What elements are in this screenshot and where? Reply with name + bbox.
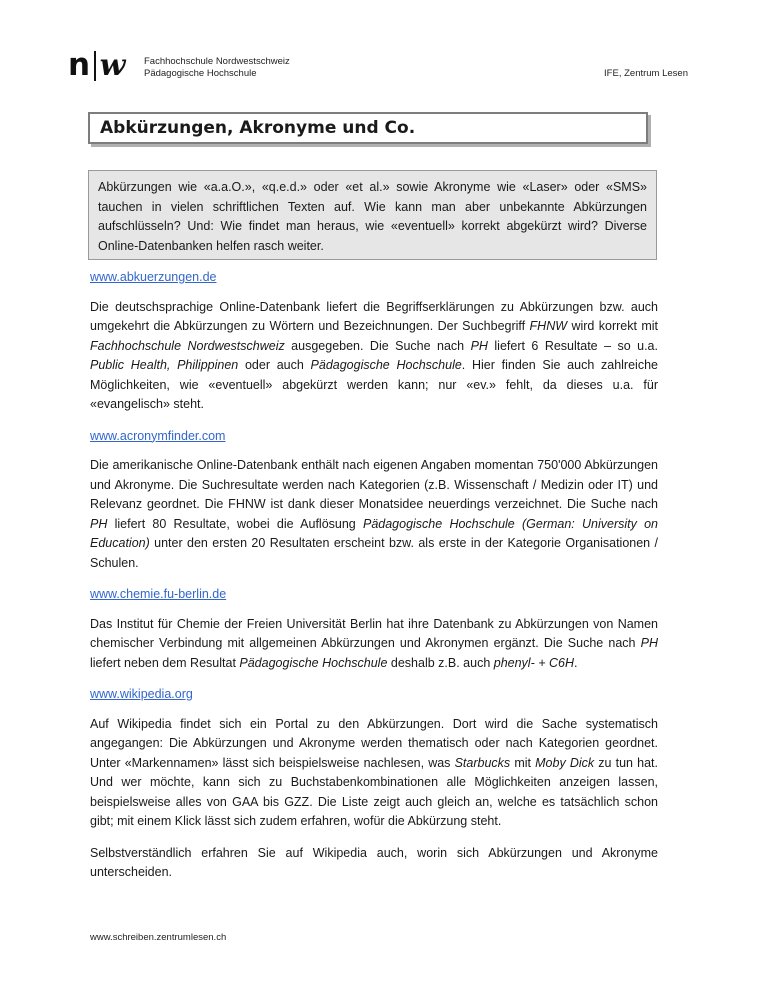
header-right-label: IFE, Zentrum Lesen — [604, 68, 688, 79]
institution-line-1: Fachhochschule Nordwestschweiz — [144, 56, 290, 67]
link-abkuerzungen[interactable]: www.abkuerzungen.de — [90, 270, 217, 284]
section-wikipedia-text: Auf Wikipedia findet sich ein Portal zu den Abkürzungen. Dort wird die Sache systematisch angegangen: Die Abkürzungen und Akronyme werden thematisch oder nach Kategorien geordnet. Unter «Markennamen» lässt sich beispielsweise nachlesen, was Starbucks mit Moby Dick zu tun hat. Und wer möchte, kann sich zu Buchstabenkombinationen alle Möglichkeiten anzeigen lassen, beispielsweise alles von GAA bis GZZ. Die Liste zeigt auch gleich an, welche es tatsächlich schon gibt; mit einem Klick lässt sich zudem erfahren, wofür die Abkürzung steht. — [90, 716, 658, 828]
fhnw-logo: n w — [68, 47, 126, 83]
section-wikipedia-text-2: Selbstverständlich erfahren Sie auf Wikipedia auch, worin sich Abkürzungen und Akronyme unterscheiden. — [90, 845, 658, 879]
link-acronymfinder[interactable]: www.acronymfinder.com — [90, 428, 226, 443]
main-content — [90, 268, 658, 895]
intro-box: Abkürzungen wie «a.a.O.», «q.e.d.» oder «et al.» sowie Akronyme wie «Laser» oder «SMS» tauchen in vielen schriftlichen Texten auf. Wie kann man aber unbekannte Abkürzungen aufschlüsseln? Und: Wie findet man heraus, wie «eventuell» korrekt abgekürzt wird? Diverse Online-Datenbanken helfen rasch weiter. — [88, 170, 657, 260]
section-chemie-text: Das Institut für Chemie der Freien Universität Berlin hat ihre Datenbank zu Abkürzungen von Namen chemischer Verbindung mit allgemeinen Abkürzungen und Akronymen ergänzt. Die Suche nach PH liefert neben dem Resultat Pädagogische Hochschule deshalb z.B. auch phenyl- + C6H. — [90, 616, 658, 670]
institution-line-2: Pädagogische Hochschule — [144, 68, 257, 79]
title-box — [88, 112, 648, 144]
section-acronymfinder-text: Die amerikanische Online-Datenbank enthält nach eigenen Angaben momentan 750'000 Abkürzungen und Akronyme. Die Suchresultate werden nach Kategorien (z.B. Wissenschaft / Medizin oder IT) und Relevanz geordnet. Die FHNW ist dank dieser Monatsidee neuerdings verzeichnet. Die Suche nach PH liefert 80 Resultate, wobei die Auflösung Pädagogische Hochschule (German: University on Education) unter den ersten 20 Resultaten erscheint bzw. als erste in der Kategorie Organisationen / Schulen. — [90, 458, 659, 570]
page-header — [68, 48, 688, 88]
page-title: Abkürzungen, Akronyme und Co. — [100, 118, 416, 138]
footer-url: www.schreiben.zentrumlesen.ch — [90, 932, 227, 943]
link-wikipedia[interactable]: www.wikipedia.org — [90, 687, 193, 701]
link-chemie[interactable]: www.chemie.fu-berlin.de — [90, 587, 227, 601]
institution-name — [144, 56, 290, 80]
section-abkuerzungen-text: Die deutschsprachige Online-Datenbank liefert die Begriffserklärungen zu Abkürzungen bzw. auch umgekehrt die Abkürzungen zu Wörtern und Bezeichnungen. Der Suchbegriff FHNW wird korrekt mit Fachhochschule Nordwestschweiz ausgegeben. Die Suche nach PH liefert 6 Resultate – so u.a. Public Health, Philippinen oder auch Pädagogische Hochschule. Hier finden Sie auch zahlreiche Möglichkeiten, wie «eventuell» abgekürzt werden kann; nur «ev.» fehlt, da dieses u.a. für «evangelisch» steht. — [90, 299, 659, 411]
